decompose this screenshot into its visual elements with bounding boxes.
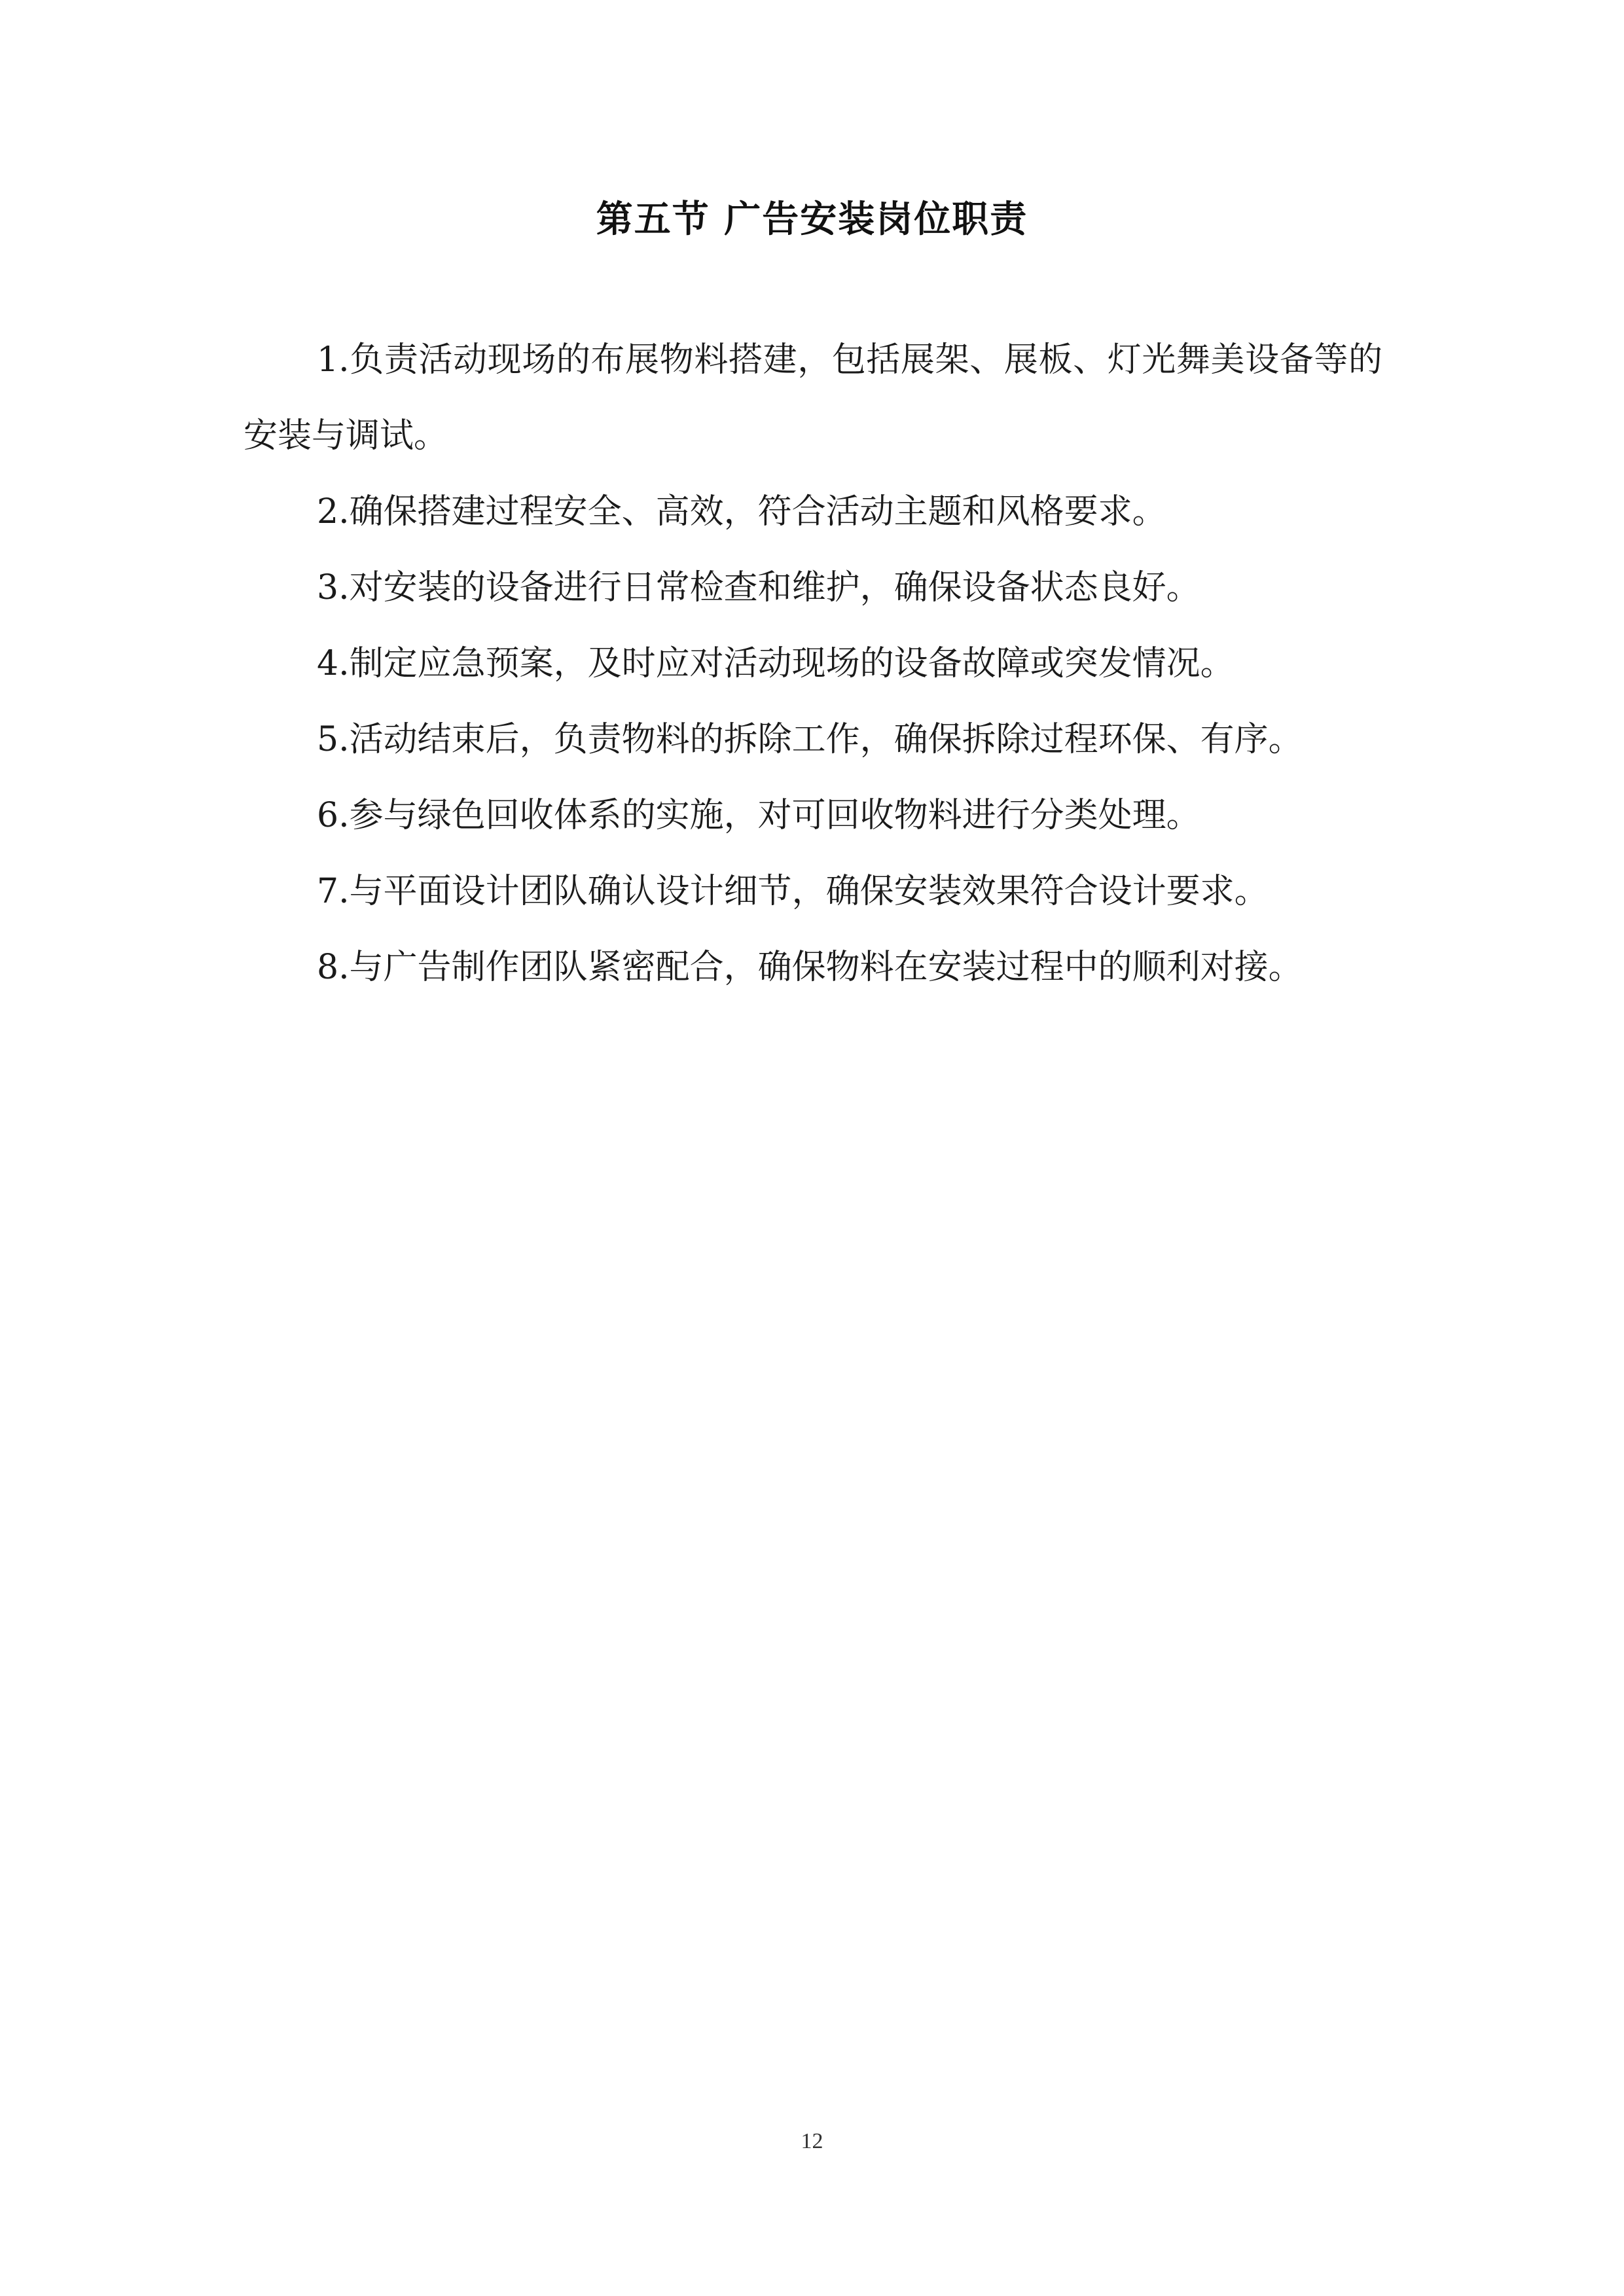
duty-item-8: 8.与广告制作团队紧密配合，确保物料在安装过程中的顺利对接。: [317, 948, 1303, 987]
duty-item-7: 7.与平面设计团队确认设计细节，确保安装效果符合设计要求。: [317, 872, 1269, 911]
duty-item-2: 2.确保搭建过程安全、高效，符合活动主题和风格要求。: [317, 492, 1166, 531]
duty-item-4: 4.制定应急预案，及时应对活动现场的设备故障或突发情况。: [317, 644, 1235, 683]
duty-item-1: 1.负责活动现场的布展物料搭建，包括展架、展板、灯光舞美设备等的安装与调试。: [244, 340, 1382, 456]
duties-list: [244, 322, 1382, 1005]
page-number: 12: [801, 2129, 823, 2153]
duty-item-6: 6.参与绿色回收体系的实施，对可回收物料进行分类处理。: [317, 796, 1200, 835]
duty-item-5: 5.活动结束后，负责物料的拆除工作，确保拆除过程环保、有序。: [317, 720, 1303, 759]
section-title: 第五节 广告安装岗位职责: [596, 198, 1028, 241]
duty-item-3: 3.对安装的设备进行日常检查和维护，确保设备状态良好。: [317, 568, 1200, 607]
